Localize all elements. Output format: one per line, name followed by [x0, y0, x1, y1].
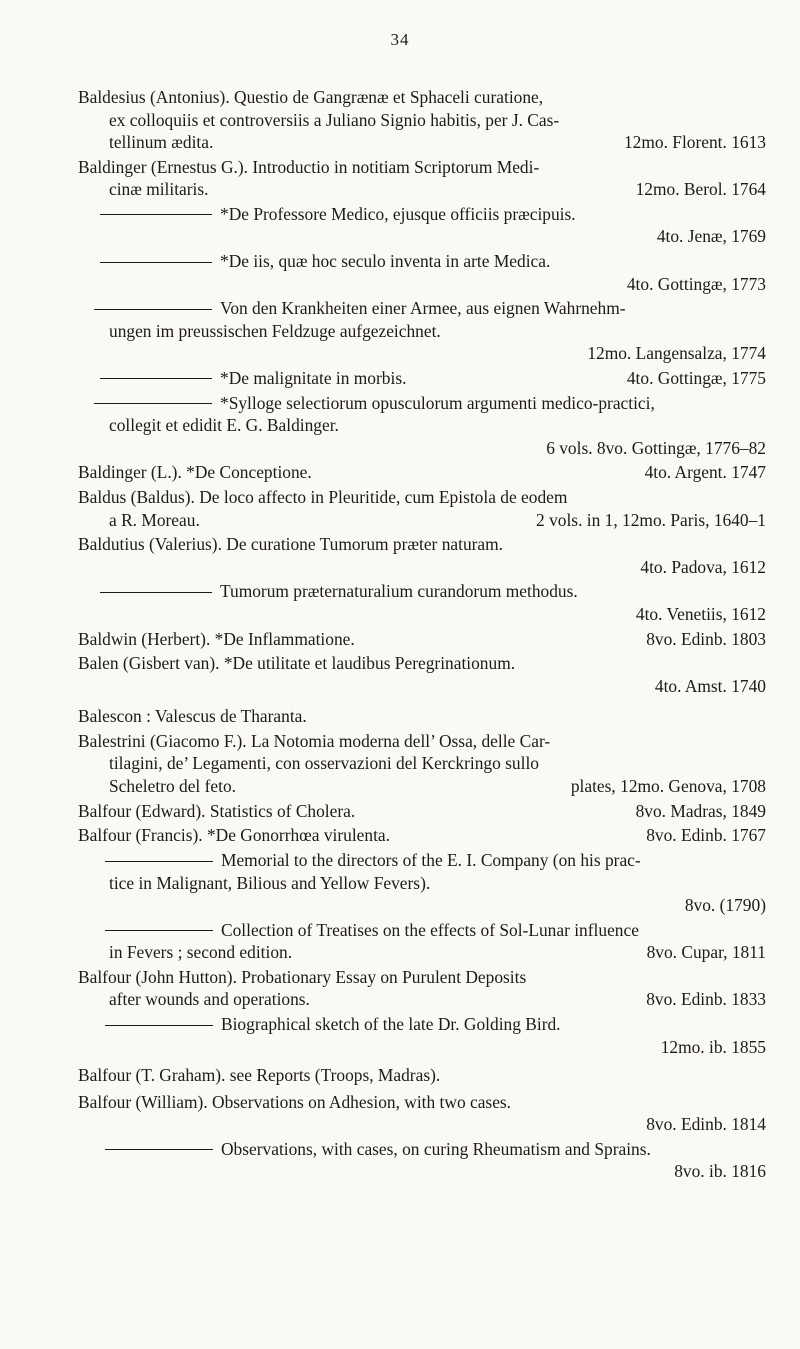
entry-imprint: 4to. Amst. 1740: [654, 675, 766, 696]
ditto-dash: [105, 861, 213, 862]
entry-baldinger-l: [78, 461, 766, 484]
entry-imprint: 4to. Gottingæ, 1773: [626, 273, 766, 294]
entry-imprint-row: [78, 824, 766, 847]
entry-baldesius: [78, 86, 766, 154]
entry-line: Collection of Treatises on the effects of Sol-Lunar influence: [78, 919, 766, 942]
entry-balfour-william: [78, 1091, 766, 1136]
entry-imprint: 4to. Venetiis, 1612: [635, 603, 766, 624]
entry-line: Baldinger (Ernestus G.). Introductio in notitiam Scriptorum Medi-: [78, 156, 540, 177]
entry-balen: [78, 652, 766, 697]
entry-line: Baldesius (Antonius). Questio de Gangrænæ et Sphaceli curatione,: [78, 87, 544, 107]
entry-line: ungen im preussischen Feldzuge aufgezeichnet.: [109, 320, 441, 341]
entry-line: tilagini, de’ Legamenti, con osservazioni del Kerckringo sullo: [109, 753, 539, 774]
entry-line: after wounds and operations.: [109, 989, 310, 1010]
entry-line: Memorial to the directors of the E. I. Company (on his prac-: [78, 849, 766, 872]
entry-baldus: [78, 486, 766, 531]
entry-de-malignitate: [78, 367, 766, 390]
entry-line: Von den Krankheiten einer Armee, aus eignen Wahrnehm-: [78, 297, 766, 320]
entry-imprint: 12mo. Berol. 1764: [635, 179, 766, 200]
entry-imprint-row: [78, 941, 766, 964]
entry-line: Balescon : Valescus de Tharanta.: [78, 706, 307, 727]
entry-line: *De Professore Medico, ejusque officiis præcipuis.: [78, 203, 766, 226]
entry-line: tice in Malignant, Bilious and Yellow Fevers).: [109, 872, 431, 893]
ditto-dash: [94, 309, 212, 310]
entry-de-iis: [78, 250, 766, 295]
entry-sylloge: [78, 392, 766, 460]
entry-line: Biographical sketch of the late Dr. Golding Bird.: [78, 1013, 766, 1036]
page-number: 34: [390, 30, 410, 49]
entry-imprint: 4to. Padova, 1612: [640, 556, 766, 577]
entry-baldinger-ernestus: [78, 156, 766, 201]
entry-imprint-row: [78, 178, 766, 201]
entry-imprint: 12mo. Langensalza, 1774: [587, 343, 766, 364]
entry-imprint: 2 vols. in 1, 12mo. Paris, 1640–1: [536, 509, 766, 530]
entry-line: *Sylloge selectiorum opusculorum argumenti medico-practici,: [78, 392, 766, 415]
entry-collection-of-treatises: [78, 919, 766, 964]
entry-balfour-t-graham: [78, 1064, 766, 1087]
entry-line: *De malignitate in morbis.: [78, 367, 627, 390]
entry-imprint: 12mo. ib. 1855: [660, 1036, 766, 1057]
entry-von-den-krankheiten: [78, 297, 766, 365]
entry-baldutius: [78, 533, 766, 578]
entry-imprint: 8vo. ib. 1816: [674, 1161, 766, 1182]
entry-imprint-row: [78, 461, 766, 484]
entry-line: Balfour (T. Graham). see Reports (Troops, Madras).: [78, 1065, 441, 1086]
entry-imprint: 6 vols. 8vo. Gottingæ, 1776–82: [546, 437, 766, 458]
entry-line: Baldwin (Herbert). *De Inflammatione.: [78, 628, 355, 649]
entry-line: Baldinger (L.). *De Conceptione.: [78, 462, 312, 483]
entry-imprint-row: [78, 800, 766, 823]
ditto-dash: [105, 930, 213, 931]
entry-imprint-row: [78, 509, 766, 532]
ditto-dash: [100, 592, 212, 593]
entry-line: Balfour (William). Observations on Adhesion, with two cases.: [78, 1091, 512, 1112]
entry-line: Baldus (Baldus). De loco affecto in Pleuritide, cum Epistola de eodem: [78, 487, 568, 507]
entry-balfour-john-hutton: [78, 966, 766, 1011]
entry-line: Balen (Gisbert van). *De utilitate et laudibus Peregrinationum.: [78, 653, 516, 674]
entry-imprint: plates, 12mo. Genova, 1708: [570, 775, 766, 796]
entry-imprint: 12mo. Florent. 1613: [623, 132, 766, 152]
entry-line: tellinum ædita.: [109, 132, 214, 152]
entry-observations-rheumatism: [78, 1138, 766, 1183]
bibliography-list: [78, 86, 766, 1185]
entry-line: cinæ militaris.: [109, 179, 209, 200]
entry-imprint: 4to. Gottingæ, 1775: [626, 367, 766, 388]
entry-imprint: 8vo. Madras, 1849: [635, 800, 766, 821]
entry-imprint-row: [78, 775, 766, 798]
entry-balfour-edward: [78, 800, 766, 823]
entry-balescon: [78, 705, 766, 728]
entry-imprint-row: [78, 988, 766, 1011]
entry-line: a R. Moreau.: [109, 509, 200, 530]
entry-line: ex colloquiis et controversiis a Juliano Signio habitis, per J. Cas-: [109, 109, 560, 130]
entry-imprint: 8vo. Edinb. 1814: [646, 1114, 766, 1135]
ditto-dash: [100, 378, 212, 379]
entry-line: collegit et edidit E. G. Baldinger.: [109, 415, 339, 436]
entry-line: Balfour (Edward). Statistics of Cholera.: [78, 800, 356, 821]
entry-balestrini: [78, 730, 766, 798]
entry-line: Scheletro del feto.: [109, 775, 236, 796]
entry-balfour-francis: [78, 824, 766, 847]
entry-imprint: 4to. Argent. 1747: [644, 462, 766, 483]
entry-imprint: 8vo. Edinb. 1833: [646, 989, 766, 1010]
entry-line: Observations, with cases, on curing Rheumatism and Sprains.: [78, 1138, 766, 1161]
entry-imprint-row: [78, 367, 766, 390]
entry-de-professore: [78, 203, 766, 248]
entry-imprint: 8vo. Edinb. 1767: [646, 825, 766, 846]
ditto-dash: [100, 262, 212, 263]
entry-line: Balfour (John Hutton). Probationary Essay on Purulent Deposits: [78, 966, 527, 987]
entry-imprint-row: [78, 628, 766, 651]
entry-imprint: 8vo. Cupar, 1811: [646, 942, 766, 963]
entry-imprint: 8vo. Edinb. 1803: [646, 628, 766, 649]
entry-line: Balfour (Francis). *De Gonorrhœa virulenta.: [78, 825, 390, 846]
entry-line: Balestrini (Giacomo F.). La Notomia moderna dell’ Ossa, delle Car-: [78, 730, 551, 751]
entry-biographical-sketch: [78, 1013, 766, 1058]
entry-imprint-row: [78, 131, 766, 154]
ditto-dash: [105, 1149, 213, 1150]
ditto-dash: [100, 214, 212, 215]
entry-line: *De iis, quæ hoc seculo inventa in arte Medica.: [78, 250, 766, 273]
ditto-dash: [94, 403, 212, 404]
entry-baldwin: [78, 628, 766, 651]
entry-imprint: 4to. Jenæ, 1769: [656, 226, 766, 247]
entry-line: in Fevers ; second edition.: [109, 942, 293, 963]
entry-tumorum: [78, 580, 766, 625]
entry-memorial: [78, 849, 766, 917]
entry-line: Baldutius (Valerius). De curatione Tumorum præter naturam.: [78, 534, 504, 555]
ditto-dash: [105, 1025, 213, 1026]
entry-line: Tumorum præternaturalium curandorum methodus.: [78, 580, 766, 603]
entry-imprint: 8vo. (1790): [684, 895, 766, 915]
